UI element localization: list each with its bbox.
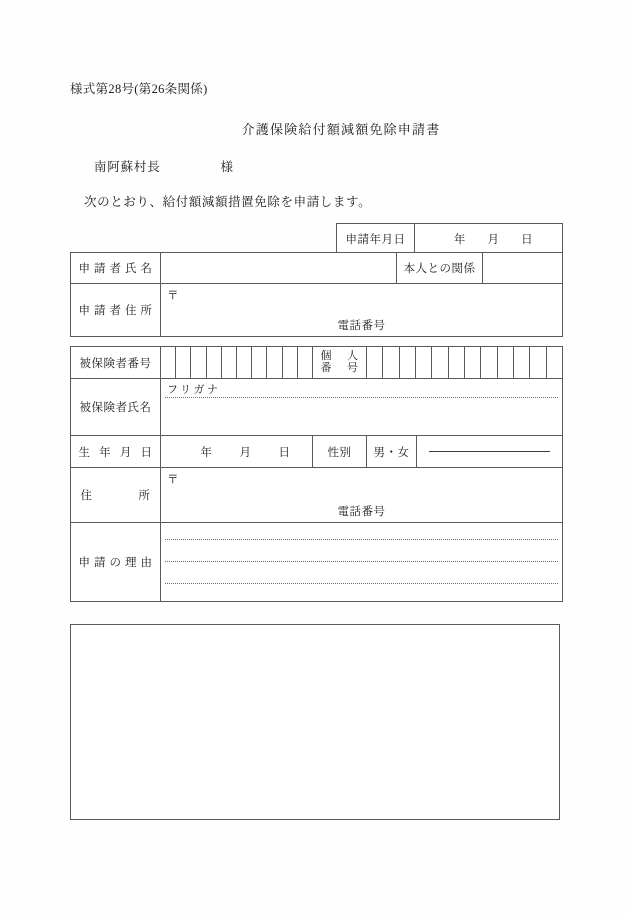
number-cell[interactable] bbox=[432, 347, 448, 378]
reason-input[interactable] bbox=[161, 523, 563, 602]
addressee-honorific: 様 bbox=[220, 160, 234, 174]
number-cell[interactable] bbox=[161, 347, 176, 378]
form-number: 様式第28号(第26条関係) bbox=[70, 82, 208, 96]
gender-options[interactable]: 男・女 bbox=[367, 436, 417, 468]
table-row bbox=[71, 468, 563, 523]
number-cell[interactable] bbox=[237, 347, 252, 378]
horizontal-rule bbox=[429, 451, 551, 452]
applicant-relation-input[interactable] bbox=[483, 253, 563, 284]
number-cell[interactable] bbox=[222, 347, 237, 378]
table-row bbox=[71, 253, 563, 284]
insured-number-label: 被保険者番号 bbox=[71, 347, 161, 379]
number-cell[interactable] bbox=[416, 347, 432, 378]
month-unit: 月 bbox=[487, 233, 500, 246]
insured-address-input[interactable] bbox=[161, 468, 563, 523]
number-cell[interactable] bbox=[207, 347, 222, 378]
applicant-name-label: 申請者氏名 bbox=[71, 253, 161, 284]
insured-number-grid[interactable] bbox=[161, 347, 313, 379]
reason-rule-3 bbox=[165, 583, 558, 584]
number-cell[interactable] bbox=[547, 347, 562, 378]
number-cell[interactable] bbox=[298, 347, 312, 378]
postal-code-icon: 〒 bbox=[167, 290, 179, 302]
furigana-rule bbox=[165, 397, 558, 398]
reason-rule-2 bbox=[165, 561, 558, 562]
birth-year-unit: 年 bbox=[200, 446, 213, 459]
table-row bbox=[71, 523, 563, 602]
mynumber-label: 個人 番号 bbox=[313, 347, 367, 379]
page-title: 介護保険給付額減額免除申請書 bbox=[241, 122, 441, 137]
number-cell[interactable] bbox=[481, 347, 497, 378]
number-cell[interactable] bbox=[530, 347, 546, 378]
number-cell[interactable] bbox=[283, 347, 298, 378]
number-cell[interactable] bbox=[383, 347, 399, 378]
reason-rule-1 bbox=[165, 539, 558, 540]
number-cell[interactable] bbox=[191, 347, 206, 378]
number-cell[interactable] bbox=[449, 347, 465, 378]
number-cell[interactable] bbox=[465, 347, 481, 378]
applicant-table bbox=[70, 252, 563, 337]
number-cell[interactable] bbox=[252, 347, 267, 378]
postal-code-icon: 〒 bbox=[167, 474, 179, 486]
birth-date-input[interactable] bbox=[161, 436, 313, 468]
number-cell[interactable] bbox=[367, 347, 383, 378]
table-row bbox=[71, 347, 563, 379]
number-cell[interactable] bbox=[176, 347, 191, 378]
number-cell[interactable] bbox=[498, 347, 514, 378]
application-date-value[interactable] bbox=[415, 224, 563, 254]
applicant-tel-label: 電話番号 bbox=[337, 320, 386, 332]
strikethrough-cell bbox=[417, 436, 563, 468]
application-date-table bbox=[336, 223, 563, 254]
applicant-relation-label: 本人との関係 bbox=[397, 253, 483, 284]
number-cell[interactable] bbox=[267, 347, 282, 378]
gender-label: 性別 bbox=[313, 436, 367, 468]
birth-day-unit: 日 bbox=[278, 446, 291, 459]
applicant-address-input[interactable] bbox=[161, 284, 563, 337]
reason-label: 申請の理由 bbox=[71, 523, 161, 602]
addressee-name: 南阿蘇村長 bbox=[94, 160, 161, 174]
mynumber-grid[interactable] bbox=[367, 347, 563, 379]
table-row bbox=[71, 436, 563, 468]
insured-address-label: 住所 bbox=[71, 468, 161, 523]
insured-person-table bbox=[70, 346, 563, 602]
table-row bbox=[71, 284, 563, 337]
addressee-line bbox=[94, 157, 234, 175]
table-row bbox=[71, 379, 563, 436]
day-unit: 日 bbox=[521, 233, 534, 246]
insured-name-label: 被保険者氏名 bbox=[71, 379, 161, 436]
applicant-name-input[interactable] bbox=[161, 253, 397, 284]
furigana-label: フリガナ bbox=[167, 384, 221, 396]
birth-date-label: 生年月日 bbox=[71, 436, 161, 468]
application-date-label: 申請年月日 bbox=[337, 224, 415, 254]
number-cell[interactable] bbox=[400, 347, 416, 378]
insured-name-input[interactable] bbox=[161, 379, 563, 436]
notes-box[interactable] bbox=[70, 624, 560, 820]
number-cell[interactable] bbox=[514, 347, 530, 378]
birth-month-unit: 月 bbox=[239, 446, 252, 459]
insured-tel-label: 電話番号 bbox=[337, 506, 386, 518]
applicant-address-label: 申請者住所 bbox=[71, 284, 161, 337]
statement-line: 次のとおり、給付額減額措置免除を申請します。 bbox=[84, 195, 372, 209]
table-row bbox=[337, 224, 563, 254]
year-unit: 年 bbox=[453, 233, 466, 246]
